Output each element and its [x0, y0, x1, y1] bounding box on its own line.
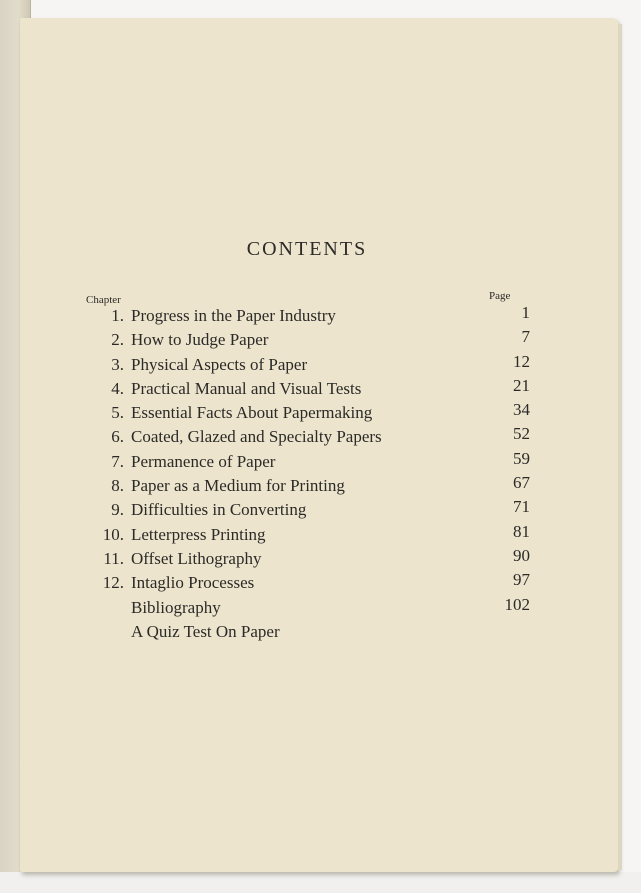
- page-title: CONTENTS: [246, 238, 368, 260]
- page-number: 7: [521, 327, 530, 347]
- chapter-number: 4.: [111, 378, 124, 398]
- chapter-number: 7.: [111, 451, 124, 471]
- page-number: 12: [513, 351, 530, 371]
- chapter-number: 3.: [111, 354, 124, 374]
- chapter-title: Intaglio Processes: [131, 573, 255, 593]
- page-number: 34: [513, 400, 530, 420]
- page-number: 71: [513, 497, 530, 517]
- toc-entry: [70, 351, 530, 379]
- chapter-column-header: Chapter: [86, 294, 121, 306]
- chapter-title: Difficulties in Converting: [131, 500, 307, 520]
- book-page: [20, 18, 618, 872]
- chapter-number: 9.: [111, 500, 124, 520]
- toc-entry: [70, 521, 530, 549]
- chapter-number: 2.: [111, 330, 124, 350]
- chapter-title: A Quiz Test On Paper: [131, 621, 280, 641]
- chapter-number: 6.: [111, 427, 124, 447]
- toc-entry: [70, 594, 530, 622]
- page-number: 67: [513, 473, 530, 493]
- toc-entry: [70, 473, 530, 500]
- page-number: 102: [504, 594, 530, 614]
- chapter-title: Essential Facts About Papermaking: [131, 403, 373, 423]
- chapter-number: 12.: [102, 573, 124, 593]
- chapter-title: Permanence of Paper: [131, 451, 276, 471]
- page-number: 81: [513, 521, 530, 541]
- chapter-number: 5.: [111, 403, 124, 423]
- toc-entry: [70, 375, 530, 403]
- chapter-title: How to Judge Paper: [131, 330, 269, 350]
- chapter-title: Bibliography: [131, 597, 221, 617]
- chapter-title: Coated, Glazed and Specialty Papers: [131, 427, 382, 447]
- chapter-number: 1.: [111, 306, 124, 325]
- page-number: 90: [513, 545, 530, 565]
- chapter-title: Practical Manual and Visual Tests: [131, 378, 362, 398]
- toc-entry: [70, 424, 530, 451]
- chapter-number: 10.: [102, 524, 124, 544]
- chapter-title: Progress in the Paper Industry: [131, 306, 336, 325]
- chapter-title: Physical Aspects of Paper: [131, 354, 308, 374]
- chapter-number: 8.: [111, 476, 124, 496]
- page-number: 1: [521, 303, 530, 322]
- toc-entry: [70, 570, 530, 597]
- chapter-title: Paper as a Medium for Printing: [131, 476, 345, 496]
- toc-entry: [70, 448, 530, 476]
- toc-entry: [70, 622, 530, 646]
- toc-entry: [70, 545, 530, 573]
- toc-entry: [70, 400, 530, 427]
- page-number: 97: [513, 570, 530, 590]
- toc-entry: [70, 497, 530, 524]
- page-column-header: Page: [489, 290, 511, 302]
- chapter-title: Offset Lithography: [131, 548, 262, 568]
- chapter-number: 11.: [103, 548, 124, 568]
- table-of-contents: [70, 303, 530, 646]
- chapter-title: Letterpress Printing: [131, 524, 266, 544]
- page-number: 59: [513, 448, 530, 468]
- background-strip: [0, 872, 641, 893]
- toc-entry: [70, 327, 530, 354]
- page-number: 21: [513, 375, 530, 395]
- toc-entry: [70, 303, 530, 330]
- page-number: 52: [513, 424, 530, 444]
